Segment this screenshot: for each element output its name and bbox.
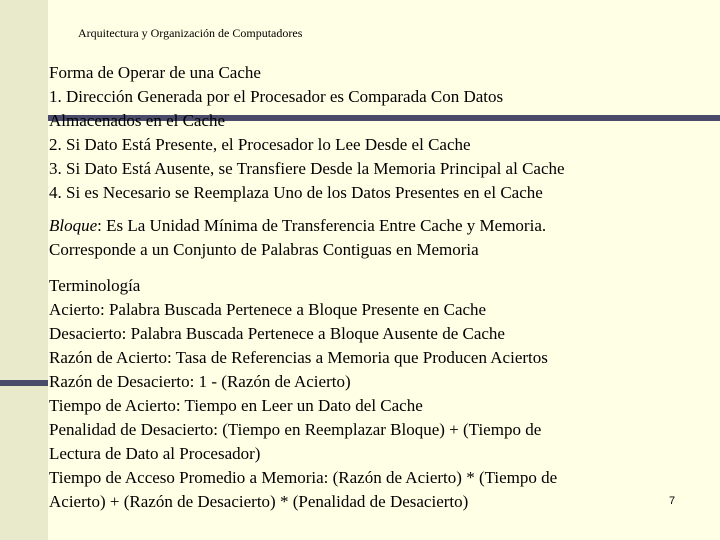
text-line: Corresponde a un Conjunto de Palabras Contiguas en Memoria [49, 240, 479, 259]
text-line: 2. Si Dato Está Presente, el Procesador lo Lee Desde el Cache [49, 135, 471, 154]
definition-line [49, 214, 546, 238]
left-decorative-band [0, 0, 48, 540]
text-line: Acierto: Palabra Buscada Pertenece a Bloque Presente en Cache [49, 300, 487, 319]
terminology-block [49, 274, 557, 514]
text-line: 4. Si es Necesario se Reemplaza Uno de los Datos Presentes en el Cache [49, 183, 543, 202]
text-line: Acierto) + (Razón de Desacierto) * (Penalidad de Desacierto) [49, 492, 469, 511]
text-line: Forma de Operar de una Cache [49, 63, 261, 82]
text-line: 3. Si Dato Está Ausente, se Transfiere Desde la Memoria Principal al Cache [49, 159, 565, 178]
text-line: Almacenados en el Cache [49, 111, 226, 130]
text-line: 1. Dirección Generada por el Procesador es Comparada Con Datos [49, 87, 504, 106]
text-line: Razón de Desacierto: 1 - (Razón de Acierto) [49, 372, 351, 391]
text-line: Tiempo de Acceso Promedio a Memoria: (Razón de Acierto) * (Tiempo de [49, 468, 558, 487]
text-line: Razón de Acierto: Tasa de Referencias a Memoria que Producen Aciertos [49, 348, 548, 367]
text-line: Terminología [49, 276, 141, 295]
text-line: Lectura de Dato al Procesador) [49, 444, 261, 463]
block-definition [49, 214, 546, 262]
term-bloque: Bloque [49, 216, 98, 235]
text-line: Penalidad de Desacierto: (Tiempo en Reemplazar Bloque) + (Tiempo de [49, 420, 542, 439]
page-number: 7 [669, 495, 676, 507]
slide-header: Arquitectura y Organización de Computadores [78, 26, 303, 40]
text-line: Desacierto: Palabra Buscada Pertenece a Bloque Ausente de Cache [49, 324, 505, 343]
text-line: Tiempo de Acierto: Tiempo en Leer un Dato del Cache [49, 396, 423, 415]
term-definition: : Es La Unidad Mínima de Transferencia Entre Cache y Memoria. [97, 216, 547, 235]
decorative-bar-bottom [0, 380, 48, 386]
cache-operation-block [49, 61, 565, 205]
